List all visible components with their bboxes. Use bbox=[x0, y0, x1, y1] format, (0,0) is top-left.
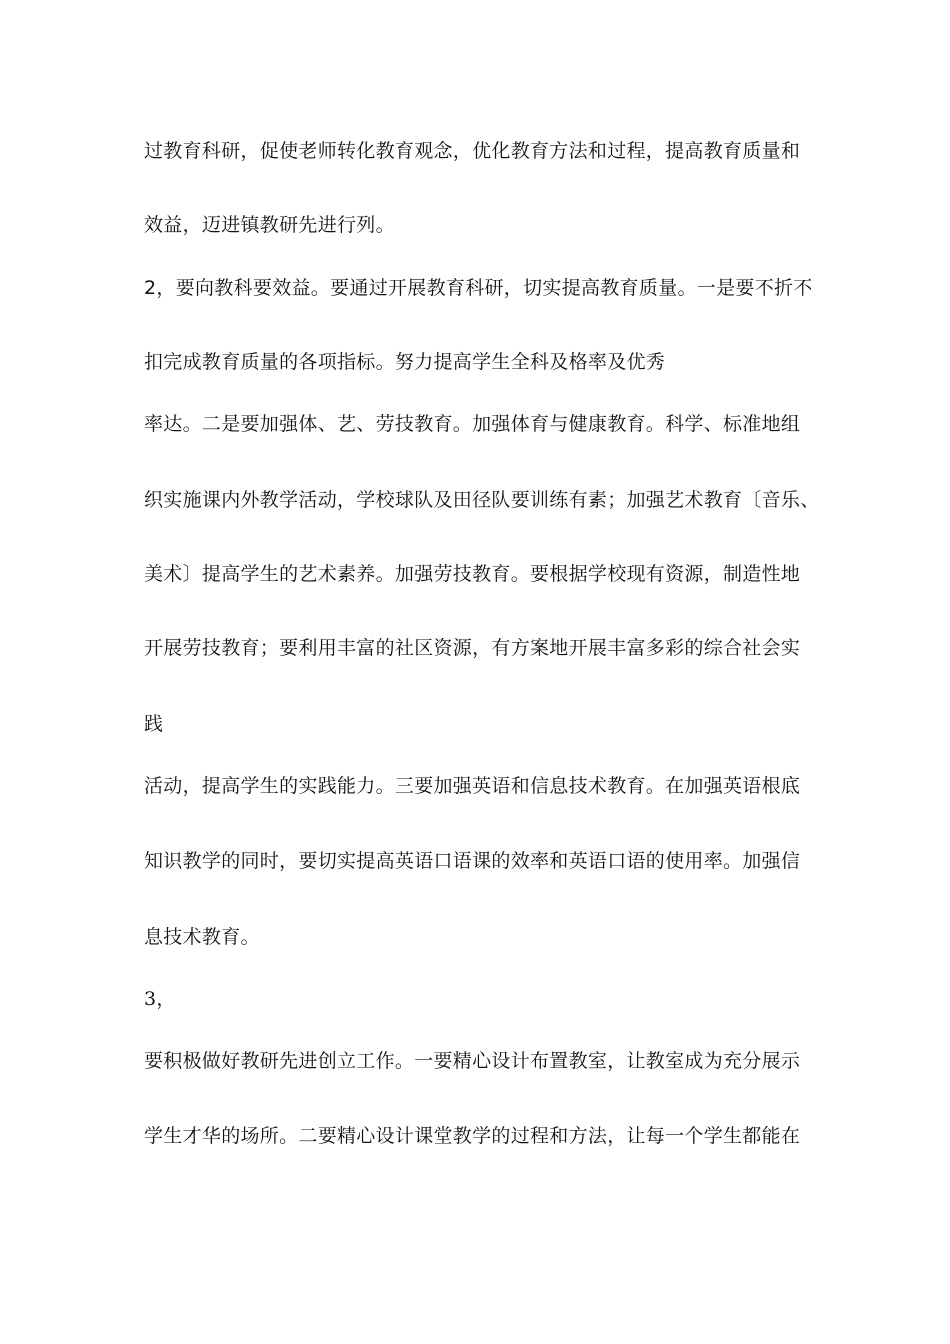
text-line-15: 学生才华的场所。二要精心设计课堂教学的过程和方法，让每一个学生都能在 bbox=[144, 1125, 801, 1147]
text-line-6: 织实施课内外教学活动，学校球队及田径队要训练有素；加强艺术教育〔音乐、 bbox=[144, 489, 820, 511]
text-line-3: 2，要向教科要效益。要通过开展教育科研，切实提高教育质量。一是要不折不 bbox=[144, 277, 813, 299]
text-line-13: 3， bbox=[144, 988, 176, 1010]
text-line-14: 要积极做好教研先进创立工作。一要精心设计布置教室，让教室成为充分展示 bbox=[144, 1050, 801, 1072]
text-line-5: 率达。二是要加强体、艺、劳技教育。加强体育与健康教育。科学、标准地组 bbox=[144, 413, 801, 435]
text-line-8: 开展劳技教育；要利用丰富的社区资源，有方案地开展丰富多彩的综合社会实 bbox=[144, 637, 801, 659]
text-line-11: 知识教学的同时，要切实提高英语口语课的效率和英语口语的使用率。加强信 bbox=[144, 850, 801, 872]
text-line-4: 扣完成教育质量的各项指标。努力提高学生全科及格率及优秀 bbox=[144, 351, 666, 373]
text-line-10: 活动，提高学生的实践能力。三要加强英语和信息技术教育。在加强英语根底 bbox=[144, 775, 801, 797]
text-line-7: 美术〕提高学生的艺术素养。加强劳技教育。要根据学校现有资源，制造性地 bbox=[144, 563, 801, 585]
text-line-2: 效益，迈进镇教研先进行列。 bbox=[144, 214, 395, 236]
text-line-1: 过教育科研，促使老师转化教育观念，优化教育方法和过程，提高教育质量和 bbox=[144, 140, 801, 162]
text-line-9: 践 bbox=[144, 713, 164, 735]
text-line-12: 息技术教育。 bbox=[144, 926, 260, 948]
